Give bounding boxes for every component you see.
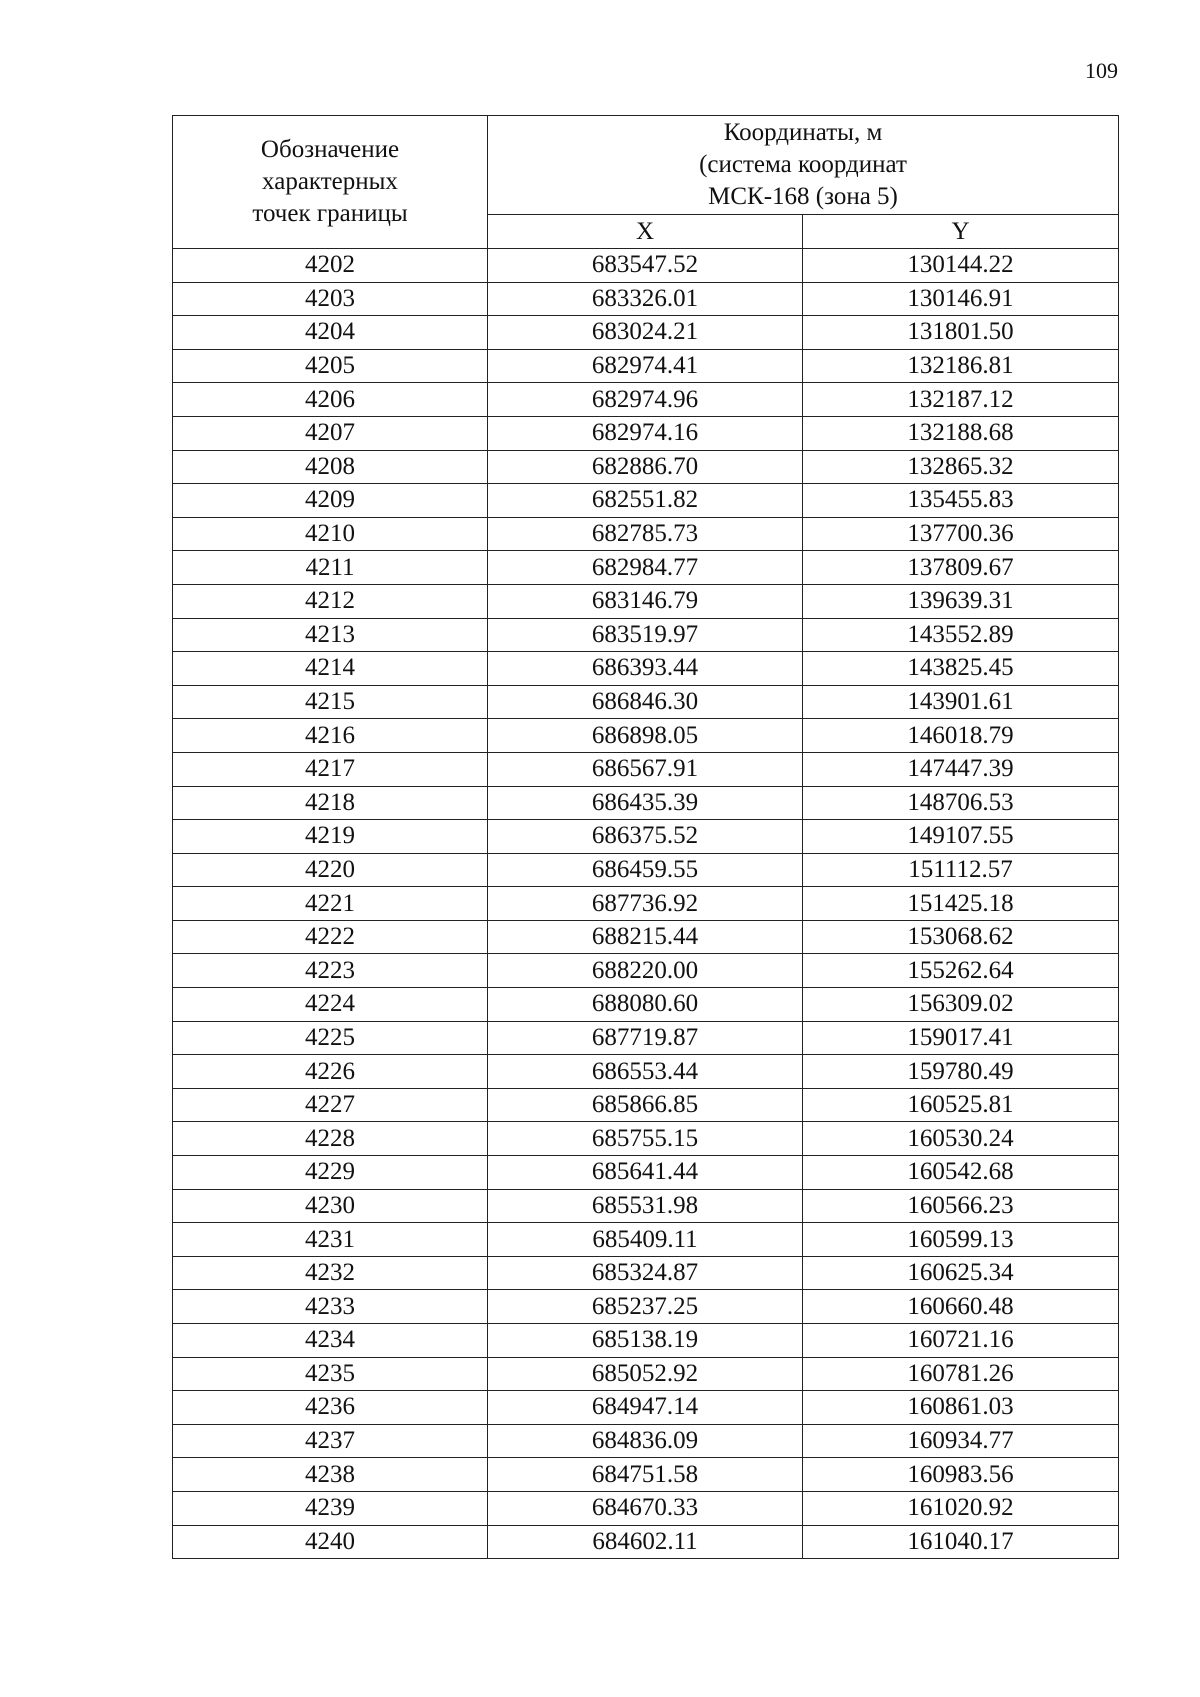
point-cell: 4224 <box>173 988 488 1022</box>
header-coords-line: (система координат <box>699 151 907 178</box>
y-cell: 160861.03 <box>803 1391 1119 1425</box>
table-row <box>173 752 1119 786</box>
table-row <box>173 820 1119 854</box>
point-cell: 4230 <box>173 1189 488 1223</box>
table-row <box>173 1256 1119 1290</box>
point-cell: 4213 <box>173 618 488 652</box>
point-cell: 4231 <box>173 1223 488 1257</box>
x-cell: 685138.19 <box>488 1324 803 1358</box>
x-cell: 686435.39 <box>488 786 803 820</box>
x-cell: 682974.41 <box>488 349 803 383</box>
point-cell: 4217 <box>173 752 488 786</box>
table-row <box>173 316 1119 350</box>
point-cell: 4211 <box>173 551 488 585</box>
point-cell: 4239 <box>173 1491 488 1525</box>
table-row <box>173 685 1119 719</box>
y-cell: 161040.17 <box>803 1525 1119 1559</box>
point-cell: 4204 <box>173 316 488 350</box>
point-cell: 4214 <box>173 652 488 686</box>
table-row <box>173 887 1119 921</box>
table-row <box>173 1088 1119 1122</box>
x-cell: 685531.98 <box>488 1189 803 1223</box>
y-cell: 143825.45 <box>803 652 1119 686</box>
table-row <box>173 618 1119 652</box>
x-cell: 685866.85 <box>488 1088 803 1122</box>
x-cell: 686898.05 <box>488 719 803 753</box>
x-cell: 685755.15 <box>488 1122 803 1156</box>
y-cell: 130146.91 <box>803 282 1119 316</box>
y-cell: 161020.92 <box>803 1491 1119 1525</box>
point-cell: 4209 <box>173 484 488 518</box>
x-cell: 682551.82 <box>488 484 803 518</box>
point-cell: 4206 <box>173 383 488 417</box>
table-row <box>173 1290 1119 1324</box>
x-cell: 684602.11 <box>488 1525 803 1559</box>
coordinates-table <box>172 115 1119 1559</box>
x-cell: 686846.30 <box>488 685 803 719</box>
point-cell: 4227 <box>173 1088 488 1122</box>
x-cell: 683519.97 <box>488 618 803 652</box>
table-row <box>173 1122 1119 1156</box>
y-cell: 160721.16 <box>803 1324 1119 1358</box>
y-cell: 153068.62 <box>803 920 1119 954</box>
table-row <box>173 652 1119 686</box>
y-cell: 131801.50 <box>803 316 1119 350</box>
x-cell: 684947.14 <box>488 1391 803 1425</box>
y-cell: 160934.77 <box>803 1424 1119 1458</box>
x-cell: 685324.87 <box>488 1256 803 1290</box>
point-cell: 4233 <box>173 1290 488 1324</box>
x-cell: 686567.91 <box>488 752 803 786</box>
table-row <box>173 517 1119 551</box>
point-cell: 4207 <box>173 416 488 450</box>
x-cell: 682984.77 <box>488 551 803 585</box>
y-cell: 130144.22 <box>803 249 1119 283</box>
x-cell: 686459.55 <box>488 853 803 887</box>
y-cell: 156309.02 <box>803 988 1119 1022</box>
header-point-line: точек границы <box>252 200 408 227</box>
x-cell: 685237.25 <box>488 1290 803 1324</box>
table-row <box>173 1525 1119 1559</box>
table-row <box>173 249 1119 283</box>
x-cell: 688220.00 <box>488 954 803 988</box>
x-cell: 682785.73 <box>488 517 803 551</box>
x-cell: 682886.70 <box>488 450 803 484</box>
header-coords-line: Координаты, м <box>723 119 883 146</box>
x-cell: 686553.44 <box>488 1055 803 1089</box>
y-cell: 147447.39 <box>803 752 1119 786</box>
point-cell: 4229 <box>173 1156 488 1190</box>
table-row <box>173 584 1119 618</box>
table-row <box>173 1055 1119 1089</box>
y-cell: 155262.64 <box>803 954 1119 988</box>
table-body <box>173 249 1119 1559</box>
table-row <box>173 1021 1119 1055</box>
y-cell: 135455.83 <box>803 484 1119 518</box>
table-header <box>173 116 1119 249</box>
point-cell: 4205 <box>173 349 488 383</box>
x-cell: 686393.44 <box>488 652 803 686</box>
y-cell: 159017.41 <box>803 1021 1119 1055</box>
y-cell: 160525.81 <box>803 1088 1119 1122</box>
table-row <box>173 282 1119 316</box>
y-cell: 160599.13 <box>803 1223 1119 1257</box>
table-row <box>173 920 1119 954</box>
table-row <box>173 1156 1119 1190</box>
x-cell: 685641.44 <box>488 1156 803 1190</box>
point-cell: 4218 <box>173 786 488 820</box>
header-x: X <box>488 215 803 249</box>
page-number: 109 <box>1085 58 1118 83</box>
y-cell: 143552.89 <box>803 618 1119 652</box>
table-row <box>173 416 1119 450</box>
y-cell: 151425.18 <box>803 887 1119 921</box>
table-row <box>173 1424 1119 1458</box>
y-cell: 160983.56 <box>803 1458 1119 1492</box>
y-cell: 149107.55 <box>803 820 1119 854</box>
point-cell: 4232 <box>173 1256 488 1290</box>
y-cell: 137809.67 <box>803 551 1119 585</box>
point-cell: 4225 <box>173 1021 488 1055</box>
x-cell: 683146.79 <box>488 584 803 618</box>
x-cell: 683547.52 <box>488 249 803 283</box>
x-cell: 688080.60 <box>488 988 803 1022</box>
point-cell: 4203 <box>173 282 488 316</box>
y-cell: 132186.81 <box>803 349 1119 383</box>
point-cell: 4236 <box>173 1391 488 1425</box>
table-row <box>173 383 1119 417</box>
y-cell: 160625.34 <box>803 1256 1119 1290</box>
table-row <box>173 1391 1119 1425</box>
y-cell: 143901.61 <box>803 685 1119 719</box>
table-row <box>173 484 1119 518</box>
y-cell: 132188.68 <box>803 416 1119 450</box>
table-row <box>173 719 1119 753</box>
point-cell: 4238 <box>173 1458 488 1492</box>
table-row <box>173 450 1119 484</box>
header-y: Y <box>803 215 1119 249</box>
header-point-designation <box>173 116 488 249</box>
table-row <box>173 551 1119 585</box>
y-cell: 137700.36 <box>803 517 1119 551</box>
header-coordinates <box>488 116 1119 215</box>
table-row <box>173 349 1119 383</box>
point-cell: 4240 <box>173 1525 488 1559</box>
x-cell: 686375.52 <box>488 820 803 854</box>
x-cell: 687719.87 <box>488 1021 803 1055</box>
table-row <box>173 1357 1119 1391</box>
point-cell: 4202 <box>173 249 488 283</box>
x-cell: 684670.33 <box>488 1491 803 1525</box>
point-cell: 4220 <box>173 853 488 887</box>
point-cell: 4212 <box>173 584 488 618</box>
y-cell: 148706.53 <box>803 786 1119 820</box>
point-cell: 4210 <box>173 517 488 551</box>
y-cell: 160542.68 <box>803 1156 1119 1190</box>
header-point-line: характерных <box>262 168 398 195</box>
y-cell: 160660.48 <box>803 1290 1119 1324</box>
y-cell: 159780.49 <box>803 1055 1119 1089</box>
table-row <box>173 1223 1119 1257</box>
point-cell: 4215 <box>173 685 488 719</box>
point-cell: 4222 <box>173 920 488 954</box>
point-cell: 4228 <box>173 1122 488 1156</box>
table-row <box>173 1491 1119 1525</box>
y-cell: 132187.12 <box>803 383 1119 417</box>
table-row <box>173 1189 1119 1223</box>
x-cell: 682974.16 <box>488 416 803 450</box>
table-row <box>173 954 1119 988</box>
y-cell: 132865.32 <box>803 450 1119 484</box>
y-cell: 160530.24 <box>803 1122 1119 1156</box>
y-cell: 146018.79 <box>803 719 1119 753</box>
point-cell: 4237 <box>173 1424 488 1458</box>
y-cell: 160566.23 <box>803 1189 1119 1223</box>
point-cell: 4235 <box>173 1357 488 1391</box>
point-cell: 4221 <box>173 887 488 921</box>
y-cell: 151112.57 <box>803 853 1119 887</box>
x-cell: 684836.09 <box>488 1424 803 1458</box>
table-row <box>173 1458 1119 1492</box>
point-cell: 4219 <box>173 820 488 854</box>
table-row <box>173 853 1119 887</box>
point-cell: 4226 <box>173 1055 488 1089</box>
x-cell: 688215.44 <box>488 920 803 954</box>
header-coords-line: МСК-168 (зона 5) <box>708 183 898 210</box>
point-cell: 4216 <box>173 719 488 753</box>
x-cell: 683024.21 <box>488 316 803 350</box>
point-cell: 4208 <box>173 450 488 484</box>
table-row <box>173 786 1119 820</box>
x-cell: 687736.92 <box>488 887 803 921</box>
x-cell: 685409.11 <box>488 1223 803 1257</box>
header-point-line: Обозначение <box>260 136 400 163</box>
x-cell: 682974.96 <box>488 383 803 417</box>
table-row <box>173 988 1119 1022</box>
x-cell: 685052.92 <box>488 1357 803 1391</box>
x-cell: 684751.58 <box>488 1458 803 1492</box>
point-cell: 4234 <box>173 1324 488 1358</box>
table-row <box>173 1324 1119 1358</box>
point-cell: 4223 <box>173 954 488 988</box>
y-cell: 160781.26 <box>803 1357 1119 1391</box>
y-cell: 139639.31 <box>803 584 1119 618</box>
x-cell: 683326.01 <box>488 282 803 316</box>
